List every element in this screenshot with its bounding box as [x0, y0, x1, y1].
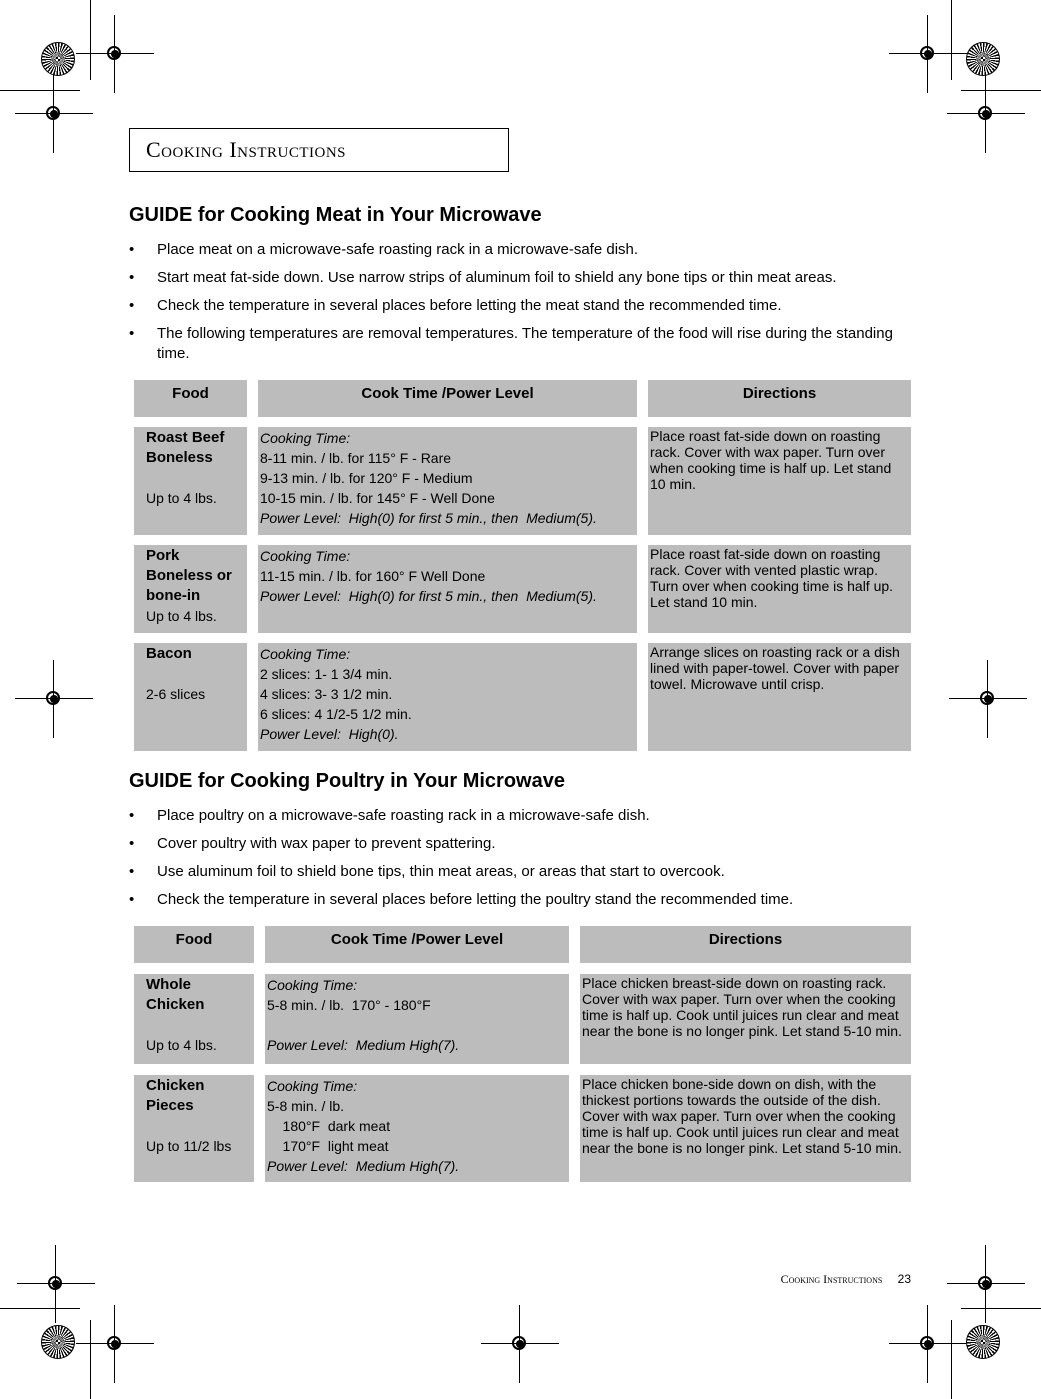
food-quantity: Up to 4 lbs. [146, 608, 217, 624]
power-level: Power Level: Medium High(7). [267, 1158, 460, 1174]
column-header-directions: Directions [648, 380, 911, 417]
food-quantity: Up to 4 lbs. [146, 490, 217, 506]
crosshair-icon [15, 660, 93, 738]
cook-line: 9-13 min. / lb. for 120° F - Medium [260, 470, 473, 486]
cook-label: Cooking Time: [267, 977, 358, 993]
table-row-directions: Place roast fat-side down on roasting rack. Cover with wax paper. Turn over when cooking time is half up. Let stand 10 min. [648, 427, 911, 535]
list-item: • The following temperatures are removal temperatures. The temperature of the food will rise during the standing time. [129, 324, 909, 364]
food-quantity: 2-6 slices [146, 686, 206, 702]
food-quantity: Up to 4 lbs. [146, 1037, 217, 1053]
cook-line: 5-8 min. / lb. [267, 1098, 345, 1114]
table-row-directions: Arrange slices on roasting rack or a dish lined with paper-towel. Cover with paper towel. Microwave until crisp. [648, 643, 911, 751]
table-row-food [134, 974, 254, 1064]
list-item: • Use aluminum foil to shield bone tips, thin meat areas, or areas that start to overcook. [129, 862, 909, 882]
crosshair-icon [481, 1305, 559, 1383]
footer-section-name: Cooking Instructions [780, 1272, 883, 1286]
table-row-food [134, 545, 247, 633]
list-item: • Check the temperature in several places before letting the poultry stand the recommended time. [129, 890, 909, 910]
table-row-directions: Place chicken bone-side down on dish, with the thickest portions towards the outside of the dish. Cover with wax paper. Turn over when the cooking time is half up. Cook until juices run clear and meat near the bone is no longer pink. Let stand 5-10 min. [580, 1075, 911, 1182]
cook-label: Cooking Time: [260, 548, 351, 564]
cook-line: 2 slices: 1- 1 3/4 min. [260, 666, 393, 682]
section-title: Cooking Instructions [146, 137, 347, 162]
cook-line: 4 slices: 3- 3 1/2 min. [260, 686, 393, 702]
food-name: Chicken Pieces [146, 1077, 205, 1114]
crosshair-icon [947, 75, 1025, 153]
cook-label: Cooking Time: [260, 646, 351, 662]
food-quantity: Up to 11/2 lbs [146, 1138, 232, 1154]
crosshair-icon [76, 1305, 154, 1383]
table-row-cook [258, 643, 637, 751]
table-row-cook [258, 545, 637, 633]
cook-line: 6 slices: 4 1/2-5 1/2 min. [260, 706, 412, 722]
food-name: Roast Beef Boneless [146, 429, 225, 466]
food-name: Bacon [146, 645, 192, 662]
starburst-icon [966, 42, 1000, 76]
cook-label: Cooking Time: [260, 430, 351, 446]
table-row-cook [265, 1075, 569, 1182]
poultry-guide-title: GUIDE for Cooking Poultry in Your Microwave [129, 770, 565, 792]
cook-line: 5-8 min. / lb. 170° - 180°F [267, 997, 431, 1013]
power-level: Power Level: Medium High(7). [267, 1037, 460, 1053]
starburst-icon [41, 1325, 75, 1359]
page-number: 23 [897, 1272, 911, 1286]
section-header-box [129, 128, 509, 172]
power-level: Power Level: High(0). [260, 726, 399, 742]
meat-bullet-list [129, 240, 909, 372]
crosshair-icon [949, 660, 1027, 738]
table-row-food [134, 1075, 254, 1182]
column-header-cook: Cook Time /Power Level [265, 926, 569, 963]
table-row-directions: Place roast fat-side down on roasting rack. Cover with vented plastic wrap. Turn over when cooking time is half up. Let stand 10 min. [648, 545, 911, 633]
table-row-food [134, 643, 247, 751]
meat-guide-title: GUIDE for Cooking Meat in Your Microwave [129, 204, 542, 226]
poultry-bullet-list [129, 806, 909, 918]
crosshair-icon [889, 1305, 967, 1383]
column-header-cook: Cook Time /Power Level [258, 380, 637, 417]
power-level: Power Level: High(0) for first 5 min., then Medium(5). [260, 510, 597, 526]
table-row-cook [265, 974, 569, 1064]
list-item: • Check the temperature in several places before letting the meat stand the recommended time. [129, 296, 909, 316]
cook-line: 10-15 min. / lb. for 145° F - Well Done [260, 490, 495, 506]
table-row-food [134, 427, 247, 535]
cook-line: 11-15 min. / lb. for 160° F Well Done [260, 568, 486, 584]
starburst-icon [41, 42, 75, 76]
column-header-food: Food [134, 380, 247, 417]
food-name: Whole Chicken [146, 976, 205, 1013]
starburst-icon [966, 1325, 1000, 1359]
power-level: Power Level: High(0) for first 5 min., then Medium(5). [260, 588, 597, 604]
page-footer [781, 1272, 911, 1287]
cook-line: 8-11 min. / lb. for 115° F - Rare [260, 450, 452, 466]
table-row-directions: Place chicken breast-side down on roasting rack. Cover with wax paper. Turn over when the cooking time is half up. Cook until juices run clear and meat near the bone is no longer pink. Let stand 5-10 min. [580, 974, 911, 1064]
list-item: • Place meat on a microwave-safe roasting rack in a microwave-safe dish. [129, 240, 909, 260]
list-item: • Place poultry on a microwave-safe roasting rack in a microwave-safe dish. [129, 806, 909, 826]
column-header-directions: Directions [580, 926, 911, 963]
table-row-cook [258, 427, 637, 535]
cook-label: Cooking Time: [267, 1078, 358, 1094]
food-name: Pork Boneless or bone-in [146, 547, 232, 604]
list-item: • Cover poultry with wax paper to prevent spattering. [129, 834, 909, 854]
list-item: • Start meat fat-side down. Use narrow strips of aluminum foil to shield any bone tips or thin meat areas. [129, 268, 909, 288]
crosshair-icon [15, 75, 93, 153]
column-header-food: Food [134, 926, 254, 963]
cook-line: 180°F dark meat [267, 1118, 391, 1134]
cook-line: 170°F light meat [267, 1138, 389, 1154]
